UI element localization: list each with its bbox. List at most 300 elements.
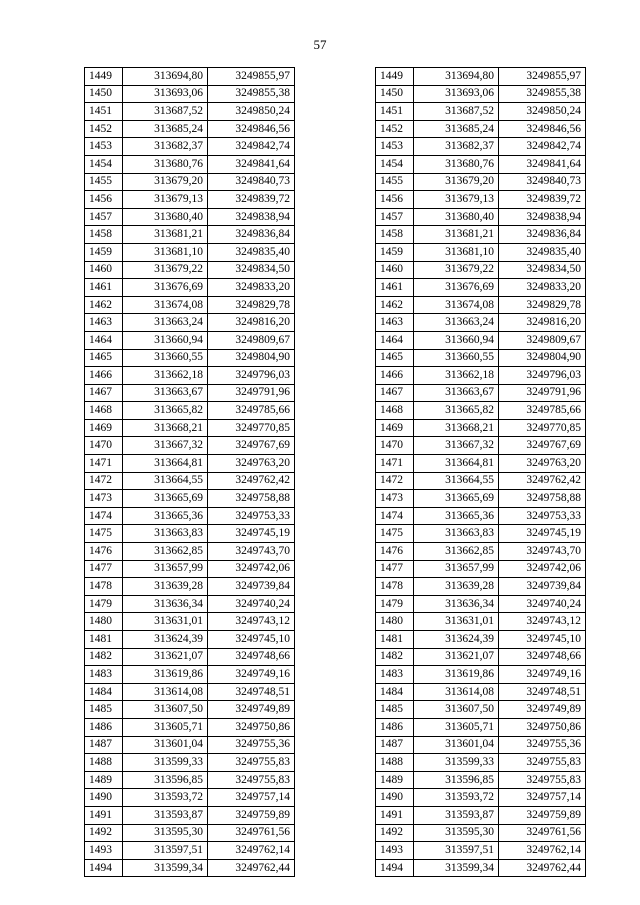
x-coordinate-cell: 313631,01 [123,613,208,631]
y-coordinate-cell: 3249763,20 [208,455,295,473]
y-coordinate-cell: 3249816,20 [208,314,295,332]
x-coordinate-cell: 313662,18 [123,367,208,385]
y-coordinate-cell: 3249742,06 [208,560,295,578]
table-row [85,155,295,173]
point-number-cell: 1465 [376,349,414,367]
y-coordinate-cell: 3249748,51 [208,683,295,701]
x-coordinate-cell: 313682,37 [123,138,208,156]
y-coordinate-cell: 3249759,89 [499,806,586,824]
x-coordinate-cell: 313601,04 [123,736,208,754]
y-coordinate-cell: 3249767,69 [208,437,295,455]
table-row [85,120,295,138]
y-coordinate-cell: 3249785,66 [208,402,295,420]
table-row [85,384,295,402]
y-coordinate-cell: 3249809,67 [208,331,295,349]
x-coordinate-cell: 313664,55 [123,472,208,490]
point-number-cell: 1472 [376,472,414,490]
y-coordinate-cell: 3249836,84 [499,226,586,244]
table-row [85,138,295,156]
table-row [85,754,295,772]
x-coordinate-cell: 313664,81 [414,455,499,473]
table-row [85,85,295,103]
point-number-cell: 1484 [85,683,123,701]
y-coordinate-cell: 3249755,83 [499,771,586,789]
point-number-cell: 1491 [376,806,414,824]
table-row [376,648,586,666]
point-number-cell: 1486 [376,718,414,736]
point-number-cell: 1479 [376,595,414,613]
x-coordinate-cell: 313657,99 [414,560,499,578]
x-coordinate-cell: 313663,83 [414,525,499,543]
y-coordinate-cell: 3249750,86 [499,718,586,736]
table-row [376,402,586,420]
point-number-cell: 1459 [376,243,414,261]
x-coordinate-cell: 313693,06 [123,85,208,103]
point-number-cell: 1494 [376,859,414,877]
point-number-cell: 1468 [376,402,414,420]
y-coordinate-cell: 3249850,24 [499,103,586,121]
point-number-cell: 1483 [376,666,414,684]
table-row [376,138,586,156]
y-coordinate-cell: 3249835,40 [499,243,586,261]
y-coordinate-cell: 3249829,78 [208,296,295,314]
x-coordinate-cell: 313681,21 [414,226,499,244]
table-row [376,191,586,209]
point-number-cell: 1488 [85,754,123,772]
point-number-cell: 1480 [85,613,123,631]
x-coordinate-cell: 313621,07 [414,648,499,666]
y-coordinate-cell: 3249749,16 [208,666,295,684]
point-number-cell: 1451 [85,103,123,121]
y-coordinate-cell: 3249755,36 [208,736,295,754]
table-row [85,648,295,666]
point-number-cell: 1450 [376,85,414,103]
y-coordinate-cell: 3249755,83 [208,754,295,772]
point-number-cell: 1449 [85,68,123,86]
x-coordinate-cell: 313593,72 [414,789,499,807]
x-coordinate-cell: 313660,94 [414,331,499,349]
x-coordinate-cell: 313687,52 [123,103,208,121]
point-number-cell: 1466 [376,367,414,385]
x-coordinate-cell: 313685,24 [123,120,208,138]
coordinates-table-left [84,67,295,877]
y-coordinate-cell: 3249855,97 [499,68,586,86]
table-row [376,613,586,631]
point-number-cell: 1477 [85,560,123,578]
table-row [85,701,295,719]
table-row [85,824,295,842]
x-coordinate-cell: 313694,80 [414,68,499,86]
point-number-cell: 1482 [376,648,414,666]
y-coordinate-cell: 3249762,42 [499,472,586,490]
point-number-cell: 1473 [85,490,123,508]
table-row [376,718,586,736]
x-coordinate-cell: 313597,51 [123,842,208,860]
point-number-cell: 1464 [376,331,414,349]
y-coordinate-cell: 3249762,44 [208,859,295,877]
table-row [85,68,295,86]
point-number-cell: 1476 [376,543,414,561]
point-number-cell: 1457 [85,208,123,226]
table-row [85,402,295,420]
x-coordinate-cell: 313619,86 [414,666,499,684]
table-row [85,279,295,297]
x-coordinate-cell: 313639,28 [414,578,499,596]
point-number-cell: 1461 [376,279,414,297]
x-coordinate-cell: 313667,32 [414,437,499,455]
table-row [85,472,295,490]
point-number-cell: 1461 [85,279,123,297]
table-row [376,631,586,649]
table-row [85,437,295,455]
y-coordinate-cell: 3249855,38 [499,85,586,103]
y-coordinate-cell: 3249791,96 [208,384,295,402]
y-coordinate-cell: 3249829,78 [499,296,586,314]
point-number-cell: 1477 [376,560,414,578]
table-row [376,419,586,437]
y-coordinate-cell: 3249758,88 [208,490,295,508]
table-row [85,789,295,807]
table-row [376,208,586,226]
y-coordinate-cell: 3249763,20 [499,455,586,473]
x-coordinate-cell: 313607,50 [414,701,499,719]
y-coordinate-cell: 3249745,19 [208,525,295,543]
y-coordinate-cell: 3249755,83 [208,771,295,789]
table-row [85,525,295,543]
y-coordinate-cell: 3249833,20 [499,279,586,297]
table-row [85,842,295,860]
point-number-cell: 1481 [85,631,123,649]
table-row [85,173,295,191]
y-coordinate-cell: 3249836,84 [208,226,295,244]
table-row [376,243,586,261]
point-number-cell: 1455 [376,173,414,191]
x-coordinate-cell: 313614,08 [123,683,208,701]
point-number-cell: 1473 [376,490,414,508]
x-coordinate-cell: 313597,51 [414,842,499,860]
x-coordinate-cell: 313663,67 [414,384,499,402]
table-row [85,314,295,332]
y-coordinate-cell: 3249740,24 [208,595,295,613]
x-coordinate-cell: 313681,10 [414,243,499,261]
y-coordinate-cell: 3249753,33 [499,507,586,525]
x-coordinate-cell: 313679,20 [123,173,208,191]
x-coordinate-cell: 313663,83 [123,525,208,543]
x-coordinate-cell: 313639,28 [123,578,208,596]
table-row [85,666,295,684]
y-coordinate-cell: 3249791,96 [499,384,586,402]
table-row [376,560,586,578]
point-number-cell: 1462 [85,296,123,314]
y-coordinate-cell: 3249770,85 [499,419,586,437]
x-coordinate-cell: 313662,85 [123,543,208,561]
table-row [85,331,295,349]
table-row [85,261,295,279]
x-coordinate-cell: 313636,34 [414,595,499,613]
point-number-cell: 1475 [85,525,123,543]
point-number-cell: 1460 [376,261,414,279]
point-number-cell: 1487 [376,736,414,754]
y-coordinate-cell: 3249740,24 [499,595,586,613]
point-number-cell: 1458 [376,226,414,244]
table-row [85,191,295,209]
x-coordinate-cell: 313676,69 [414,279,499,297]
y-coordinate-cell: 3249840,73 [208,173,295,191]
x-coordinate-cell: 313599,34 [123,859,208,877]
point-number-cell: 1467 [85,384,123,402]
table-row [376,824,586,842]
point-number-cell: 1481 [376,631,414,649]
table-row [85,103,295,121]
x-coordinate-cell: 313596,85 [414,771,499,789]
y-coordinate-cell: 3249842,74 [208,138,295,156]
x-coordinate-cell: 313665,69 [123,490,208,508]
x-coordinate-cell: 313595,30 [123,824,208,842]
x-coordinate-cell: 313674,08 [414,296,499,314]
x-coordinate-cell: 313662,18 [414,367,499,385]
x-coordinate-cell: 313599,33 [123,754,208,772]
y-coordinate-cell: 3249757,14 [499,789,586,807]
x-coordinate-cell: 313694,80 [123,68,208,86]
x-coordinate-cell: 313660,55 [414,349,499,367]
y-coordinate-cell: 3249750,86 [208,718,295,736]
y-coordinate-cell: 3249839,72 [499,191,586,209]
point-number-cell: 1465 [85,349,123,367]
x-coordinate-cell: 313663,24 [414,314,499,332]
y-coordinate-cell: 3249749,89 [208,701,295,719]
y-coordinate-cell: 3249762,44 [499,859,586,877]
point-number-cell: 1453 [376,138,414,156]
table-row [376,806,586,824]
table-row [376,507,586,525]
x-coordinate-cell: 313668,21 [414,419,499,437]
point-number-cell: 1453 [85,138,123,156]
table-row [376,472,586,490]
table-row [85,683,295,701]
table-row [85,736,295,754]
y-coordinate-cell: 3249846,56 [499,120,586,138]
table-row [85,595,295,613]
point-number-cell: 1491 [85,806,123,824]
y-coordinate-cell: 3249748,66 [208,648,295,666]
x-coordinate-cell: 313681,21 [123,226,208,244]
point-number-cell: 1456 [85,191,123,209]
x-coordinate-cell: 313663,67 [123,384,208,402]
table-row [85,226,295,244]
table-row [376,789,586,807]
point-number-cell: 1460 [85,261,123,279]
y-coordinate-cell: 3249761,56 [499,824,586,842]
table-row [85,859,295,877]
point-number-cell: 1454 [85,155,123,173]
x-coordinate-cell: 313674,08 [123,296,208,314]
x-coordinate-cell: 313657,99 [123,560,208,578]
point-number-cell: 1479 [85,595,123,613]
y-coordinate-cell: 3249841,64 [208,155,295,173]
point-number-cell: 1458 [85,226,123,244]
point-number-cell: 1469 [85,419,123,437]
table-row [376,331,586,349]
x-coordinate-cell: 313662,85 [414,543,499,561]
point-number-cell: 1493 [376,842,414,860]
y-coordinate-cell: 3249743,12 [499,613,586,631]
x-coordinate-cell: 313680,40 [123,208,208,226]
x-coordinate-cell: 313593,72 [123,789,208,807]
y-coordinate-cell: 3249745,19 [499,525,586,543]
point-number-cell: 1463 [85,314,123,332]
point-number-cell: 1478 [376,578,414,596]
table-row [376,261,586,279]
x-coordinate-cell: 313680,76 [414,155,499,173]
point-number-cell: 1454 [376,155,414,173]
point-number-cell: 1480 [376,613,414,631]
point-number-cell: 1457 [376,208,414,226]
y-coordinate-cell: 3249785,66 [499,402,586,420]
table-row [85,507,295,525]
point-number-cell: 1482 [85,648,123,666]
y-coordinate-cell: 3249759,89 [208,806,295,824]
x-coordinate-cell: 313664,81 [123,455,208,473]
y-coordinate-cell: 3249743,70 [499,543,586,561]
table-row [376,859,586,877]
y-coordinate-cell: 3249834,50 [208,261,295,279]
table-row [376,226,586,244]
table-row [376,103,586,121]
point-number-cell: 1485 [376,701,414,719]
y-coordinate-cell: 3249846,56 [208,120,295,138]
y-coordinate-cell: 3249842,74 [499,138,586,156]
table-row [376,384,586,402]
x-coordinate-cell: 313664,55 [414,472,499,490]
y-coordinate-cell: 3249748,51 [499,683,586,701]
x-coordinate-cell: 313624,39 [123,631,208,649]
x-coordinate-cell: 313665,82 [123,402,208,420]
y-coordinate-cell: 3249804,90 [208,349,295,367]
point-number-cell: 1492 [376,824,414,842]
table-row [376,367,586,385]
y-coordinate-cell: 3249834,50 [499,261,586,279]
y-coordinate-cell: 3249839,72 [208,191,295,209]
table-row [376,120,586,138]
x-coordinate-cell: 313681,10 [123,243,208,261]
point-number-cell: 1471 [85,455,123,473]
point-number-cell: 1467 [376,384,414,402]
point-number-cell: 1456 [376,191,414,209]
point-number-cell: 1494 [85,859,123,877]
table-row [85,806,295,824]
x-coordinate-cell: 313679,22 [414,261,499,279]
table-row [376,701,586,719]
y-coordinate-cell: 3249739,84 [499,578,586,596]
point-number-cell: 1452 [85,120,123,138]
table-row [376,666,586,684]
y-coordinate-cell: 3249835,40 [208,243,295,261]
table-row [376,296,586,314]
point-number-cell: 1462 [376,296,414,314]
table-row [376,525,586,543]
y-coordinate-cell: 3249809,67 [499,331,586,349]
x-coordinate-cell: 313679,13 [414,191,499,209]
point-number-cell: 1474 [85,507,123,525]
page-number: 57 [313,37,327,52]
x-coordinate-cell: 313679,20 [414,173,499,191]
point-number-cell: 1486 [85,718,123,736]
point-number-cell: 1488 [376,754,414,772]
point-number-cell: 1476 [85,543,123,561]
table-row [85,613,295,631]
y-coordinate-cell: 3249770,85 [208,419,295,437]
x-coordinate-cell: 313596,85 [123,771,208,789]
x-coordinate-cell: 313687,52 [414,103,499,121]
table-row [376,85,586,103]
x-coordinate-cell: 313667,32 [123,437,208,455]
y-coordinate-cell: 3249761,56 [208,824,295,842]
table-row [85,631,295,649]
table-row [85,367,295,385]
y-coordinate-cell: 3249855,38 [208,85,295,103]
y-coordinate-cell: 3249745,10 [499,631,586,649]
x-coordinate-cell: 313614,08 [414,683,499,701]
table-row [376,683,586,701]
point-number-cell: 1468 [85,402,123,420]
x-coordinate-cell: 313601,04 [414,736,499,754]
x-coordinate-cell: 313665,69 [414,490,499,508]
table-row [376,595,586,613]
x-coordinate-cell: 313605,71 [414,718,499,736]
x-coordinate-cell: 313599,33 [414,754,499,772]
x-coordinate-cell: 313680,76 [123,155,208,173]
y-coordinate-cell: 3249739,84 [208,578,295,596]
point-number-cell: 1455 [85,173,123,191]
y-coordinate-cell: 3249748,66 [499,648,586,666]
table-row [376,842,586,860]
x-coordinate-cell: 313685,24 [414,120,499,138]
y-coordinate-cell: 3249838,94 [499,208,586,226]
point-number-cell: 1487 [85,736,123,754]
y-coordinate-cell: 3249755,83 [499,754,586,772]
y-coordinate-cell: 3249838,94 [208,208,295,226]
x-coordinate-cell: 313665,36 [123,507,208,525]
table-row [376,279,586,297]
y-coordinate-cell: 3249743,70 [208,543,295,561]
point-number-cell: 1492 [85,824,123,842]
x-coordinate-cell: 313636,34 [123,595,208,613]
y-coordinate-cell: 3249755,36 [499,736,586,754]
y-coordinate-cell: 3249767,69 [499,437,586,455]
point-number-cell: 1469 [376,419,414,437]
y-coordinate-cell: 3249758,88 [499,490,586,508]
x-coordinate-cell: 313665,82 [414,402,499,420]
coordinates-table-right [375,67,586,877]
point-number-cell: 1451 [376,103,414,121]
x-coordinate-cell: 313682,37 [414,138,499,156]
table-row [85,243,295,261]
y-coordinate-cell: 3249804,90 [499,349,586,367]
y-coordinate-cell: 3249742,06 [499,560,586,578]
x-coordinate-cell: 313679,13 [123,191,208,209]
y-coordinate-cell: 3249749,89 [499,701,586,719]
y-coordinate-cell: 3249757,14 [208,789,295,807]
point-number-cell: 1470 [376,437,414,455]
table-row [85,560,295,578]
point-number-cell: 1478 [85,578,123,596]
x-coordinate-cell: 313660,94 [123,331,208,349]
x-coordinate-cell: 313607,50 [123,701,208,719]
x-coordinate-cell: 313693,06 [414,85,499,103]
x-coordinate-cell: 313660,55 [123,349,208,367]
y-coordinate-cell: 3249833,20 [208,279,295,297]
point-number-cell: 1466 [85,367,123,385]
